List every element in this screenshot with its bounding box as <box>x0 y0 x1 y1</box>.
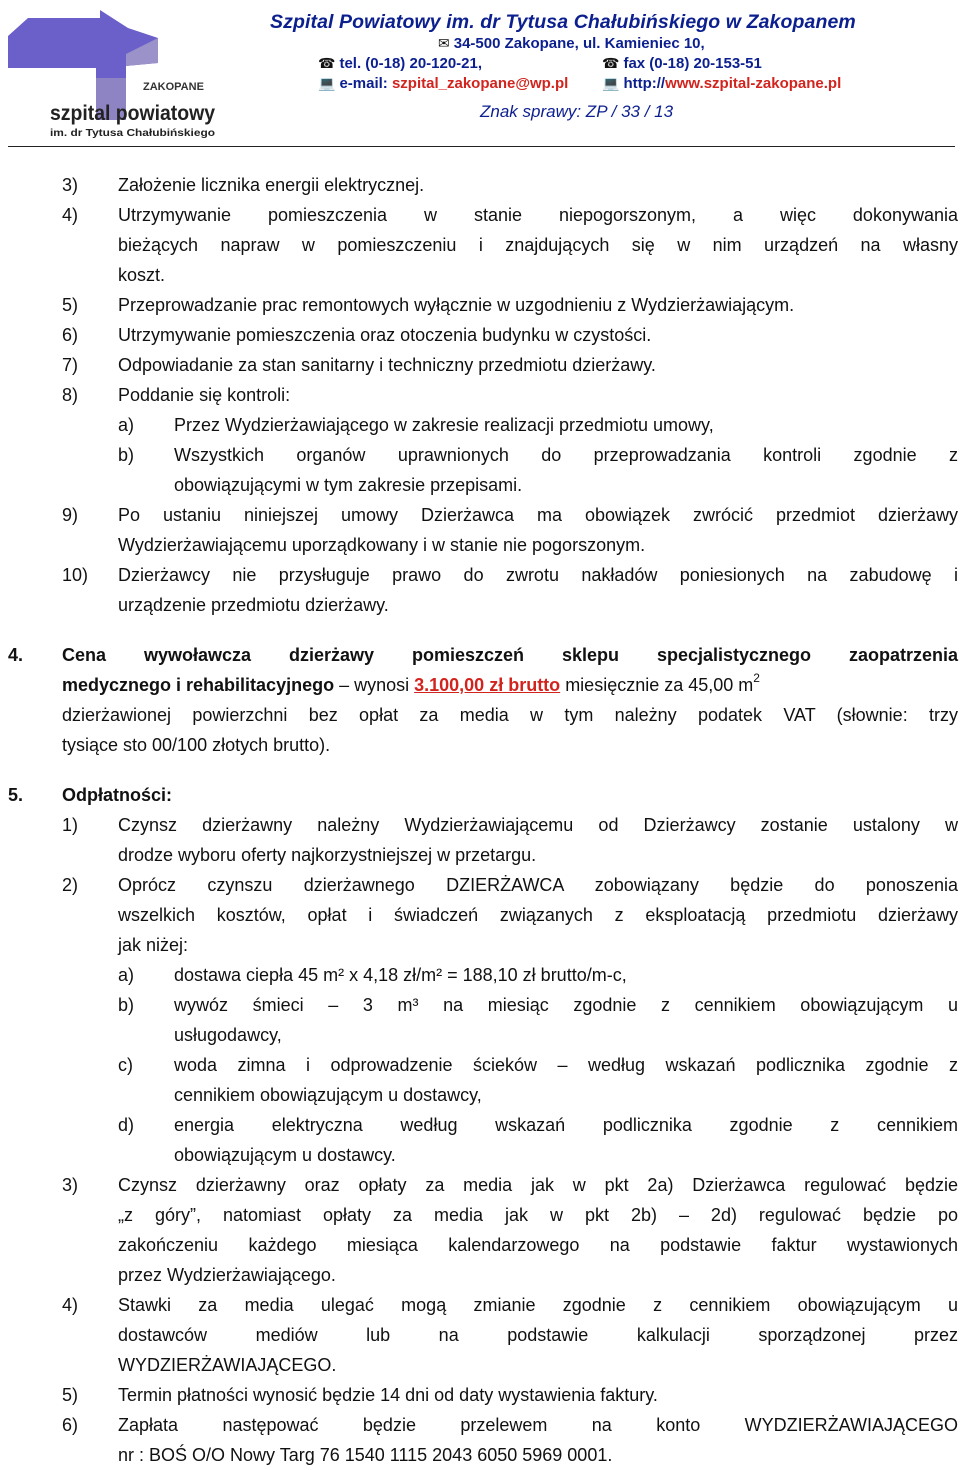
sublist-item: usługodawcy, <box>174 1025 282 1045</box>
list-item: Oprócz czynszu dzierżawnego DZIERŻAWCA zobowiązany będzie do ponoszenia <box>118 875 958 895</box>
list-item-number: 4) <box>62 205 79 225</box>
list-item: Dzierżawcy nie przysługuje prawo do zwrotu nakładów poniesionych na zabudowę i <box>118 565 958 585</box>
sublist-item: Przez Wydzierżawiającego w zakresie realizacji przedmiotu umowy, <box>174 415 714 435</box>
list-item: „z góry”, natomiast opłaty za media jak w pkt 2b) – 2d) regulować będzie po <box>118 1205 958 1225</box>
price-value: 3.100,00 zł brutto <box>414 675 561 695</box>
list-item-number: 7) <box>62 355 79 375</box>
computer-icon: 💻 <box>318 76 336 92</box>
list-item: Odpowiadanie za stan sanitarny i techniczny przedmiotu dzierżawy. <box>118 355 656 375</box>
list-item: wszelkich kosztów, opłat i świadczeń związanych z eksploatacją przedmiotu dzierżawy <box>118 905 958 925</box>
computer-icon: 💻 <box>602 76 620 92</box>
organization-name: Szpital Powiatowy im. dr Tytusa Chałubińskiego w Zakopanem <box>270 11 856 33</box>
list-item-number: 10) <box>62 565 89 585</box>
sublist-item: energia elektryczna według wskazań podlicznika zgodnie z cennikiem <box>174 1115 958 1135</box>
list-item-number: 3) <box>62 1175 79 1195</box>
section-number: 5. <box>8 785 24 805</box>
logo-text-city: ZAKOPANE <box>143 81 204 93</box>
list-item: przez Wydzierżawiającego. <box>118 1265 336 1285</box>
phone-number: tel. (0-18) 20-120-21, <box>339 55 483 72</box>
fax-icon: ☎ <box>602 56 620 72</box>
logo-text-name: szpital powiatowy <box>50 102 216 125</box>
hospital-logo <box>8 8 218 143</box>
sublist-item-letter: b) <box>118 445 135 465</box>
case-reference: Znak sprawy: ZP / 33 / 13 <box>480 102 674 121</box>
email-link[interactable]: szpital_zakopane@wp.pl <box>391 75 569 92</box>
list-item-number: 1) <box>62 815 79 835</box>
website-link[interactable]: www.szpital-zakopane.pl <box>665 75 842 92</box>
sublist-item-letter: a) <box>118 415 135 435</box>
list-item: zakończeniu każdego miesiąca kalendarzowego na podstawie faktur wystawionych <box>118 1235 958 1255</box>
logo-text-patron: im. dr Tytusa Chałubińskiego <box>50 128 215 139</box>
list-item: drodze wyboru oferty najkorzystniejszej w przetargu. <box>118 845 537 865</box>
list-item: Utrzymywanie pomieszczenia w stanie niepogorszonym, a więc dokonywania <box>118 205 958 225</box>
list-item-number: 5) <box>62 295 79 315</box>
list-item: Przeprowadzanie prac remontowych wyłącznie w uzgodnieniu z Wydzierżawiającym. <box>118 295 795 315</box>
list-item: bieżących napraw w pomieszczeniu i znajdujących się w nim urządzeń na własny <box>118 235 958 255</box>
sublist-item-letter: c) <box>118 1055 133 1075</box>
section-number: 4. <box>8 645 24 665</box>
list-item: Założenie licznika energii elektrycznej. <box>118 175 425 195</box>
list-item: Czynsz dzierżawny oraz opłaty za media jak w pkt 2a) Dzierżawca regulować będzie <box>118 1175 958 1195</box>
list-item-number: 3) <box>62 175 79 195</box>
phone-line <box>270 54 950 74</box>
list-item: koszt. <box>118 265 166 285</box>
sublist-item: woda zimna i odprowadzenie ścieków – według wskazań podlicznika zgodnie z <box>174 1055 958 1075</box>
list-item-number: 6) <box>62 1415 79 1435</box>
paragraph-text: dzierżawionej powierzchni bez opłat za media w tym należny podatek VAT (słownie: trzy <box>62 705 958 725</box>
letterhead <box>270 10 950 94</box>
list-item: jak niżej: <box>118 935 189 955</box>
sublist-item-letter: b) <box>118 995 135 1015</box>
sublist-item: obowiązującymi w tym zakresie przepisami. <box>174 475 523 495</box>
price-line: medycznego i rehabilitacyjnego – wynosi 3.100,00 zł brutto miesięcznie za 45,00 $m^2$ <box>62 671 760 695</box>
sublist-item: dostawa ciepła 45 m² x 4,18 zł/m² = 188,10 zł brutto/m-c, <box>174 965 627 985</box>
sublist-item: wywóz śmieci – 3 m³ na miesiąc zgodnie z cennikiem obowiązującym u <box>174 995 958 1015</box>
list-item-number: 9) <box>62 505 79 525</box>
contact-line: 💻 e-mail: szpital_zakopane@wp.pl 💻 http://www.szpital-zakopane.pl <box>318 75 842 92</box>
fax-number: fax (0-18) 20-153-51 <box>623 55 762 72</box>
list-item: urządzenie przedmiotu dzierżawy. <box>118 595 389 615</box>
envelope-icon: ✉ <box>438 36 450 52</box>
list-item-number: 6) <box>62 325 79 345</box>
list-item: dostawców mediów lub na podstawie kalkulacji sporządzonej przez <box>118 1325 958 1345</box>
list-item-number: 8) <box>62 385 79 405</box>
list-item: Wydzierżawiającemu uporządkowany i w stanie nie pogorszonym. <box>118 535 646 555</box>
section-heading: Cena wywoławcza dzierżawy pomieszczeń sklepu specjalistycznego zaopatrzenia <box>62 645 958 665</box>
list-item-number: 2) <box>62 875 79 895</box>
list-item-number: 5) <box>62 1385 79 1405</box>
header-divider <box>8 146 955 147</box>
list-item: Zapłata następować będzie przelewem na konto WYDZIERŻAWIAJĄCEGO <box>118 1415 958 1435</box>
sublist-item-letter: d) <box>118 1115 135 1135</box>
sublist-item-letter: a) <box>118 965 135 985</box>
address-line: ✉ 34-500 Zakopane, ul. Kamieniec 10, <box>438 35 705 52</box>
section-heading: Odpłatności: <box>62 785 173 805</box>
sublist-item: Wszystkich organów uprawnionych do przeprowadzania kontroli zgodnie z <box>174 445 958 465</box>
sublist-item: cennikiem obowiązującym u dostawcy, <box>174 1085 482 1105</box>
list-item: Czynsz dzierżawny należny Wydzierżawiającemu od Dzierżawcy zostanie ustalony w <box>118 815 958 835</box>
list-item: Poddanie się kontroli: <box>118 385 291 405</box>
list-item-number: 4) <box>62 1295 79 1315</box>
phone-icon: ☎ <box>318 56 336 72</box>
list-item: Po ustaniu niniejszej umowy Dzierżawca ma obowiązek zwrócić przedmiot dzierżawy <box>118 505 958 525</box>
list-item: WYDZIERŻAWIAJĄCEGO. <box>118 1355 337 1375</box>
bank-account: nr : BOŚ O/O Nowy Targ 76 1540 1115 2043 6050 5969 0001. <box>118 1445 613 1465</box>
paragraph-text: tysiące sto 00/100 złotych brutto). <box>62 735 331 755</box>
sublist-item: obowiązującym u dostawcy. <box>174 1145 396 1165</box>
list-item: Utrzymywanie pomieszczenia oraz otoczenia budynku w czystości. <box>118 325 652 345</box>
list-item: Termin płatności wynosić będzie 14 dni od daty wystawienia faktury. <box>118 1385 658 1405</box>
list-item: Stawki za media ulegać mogą zmianie zgodnie z cennikiem obowiązującym u <box>118 1295 958 1315</box>
